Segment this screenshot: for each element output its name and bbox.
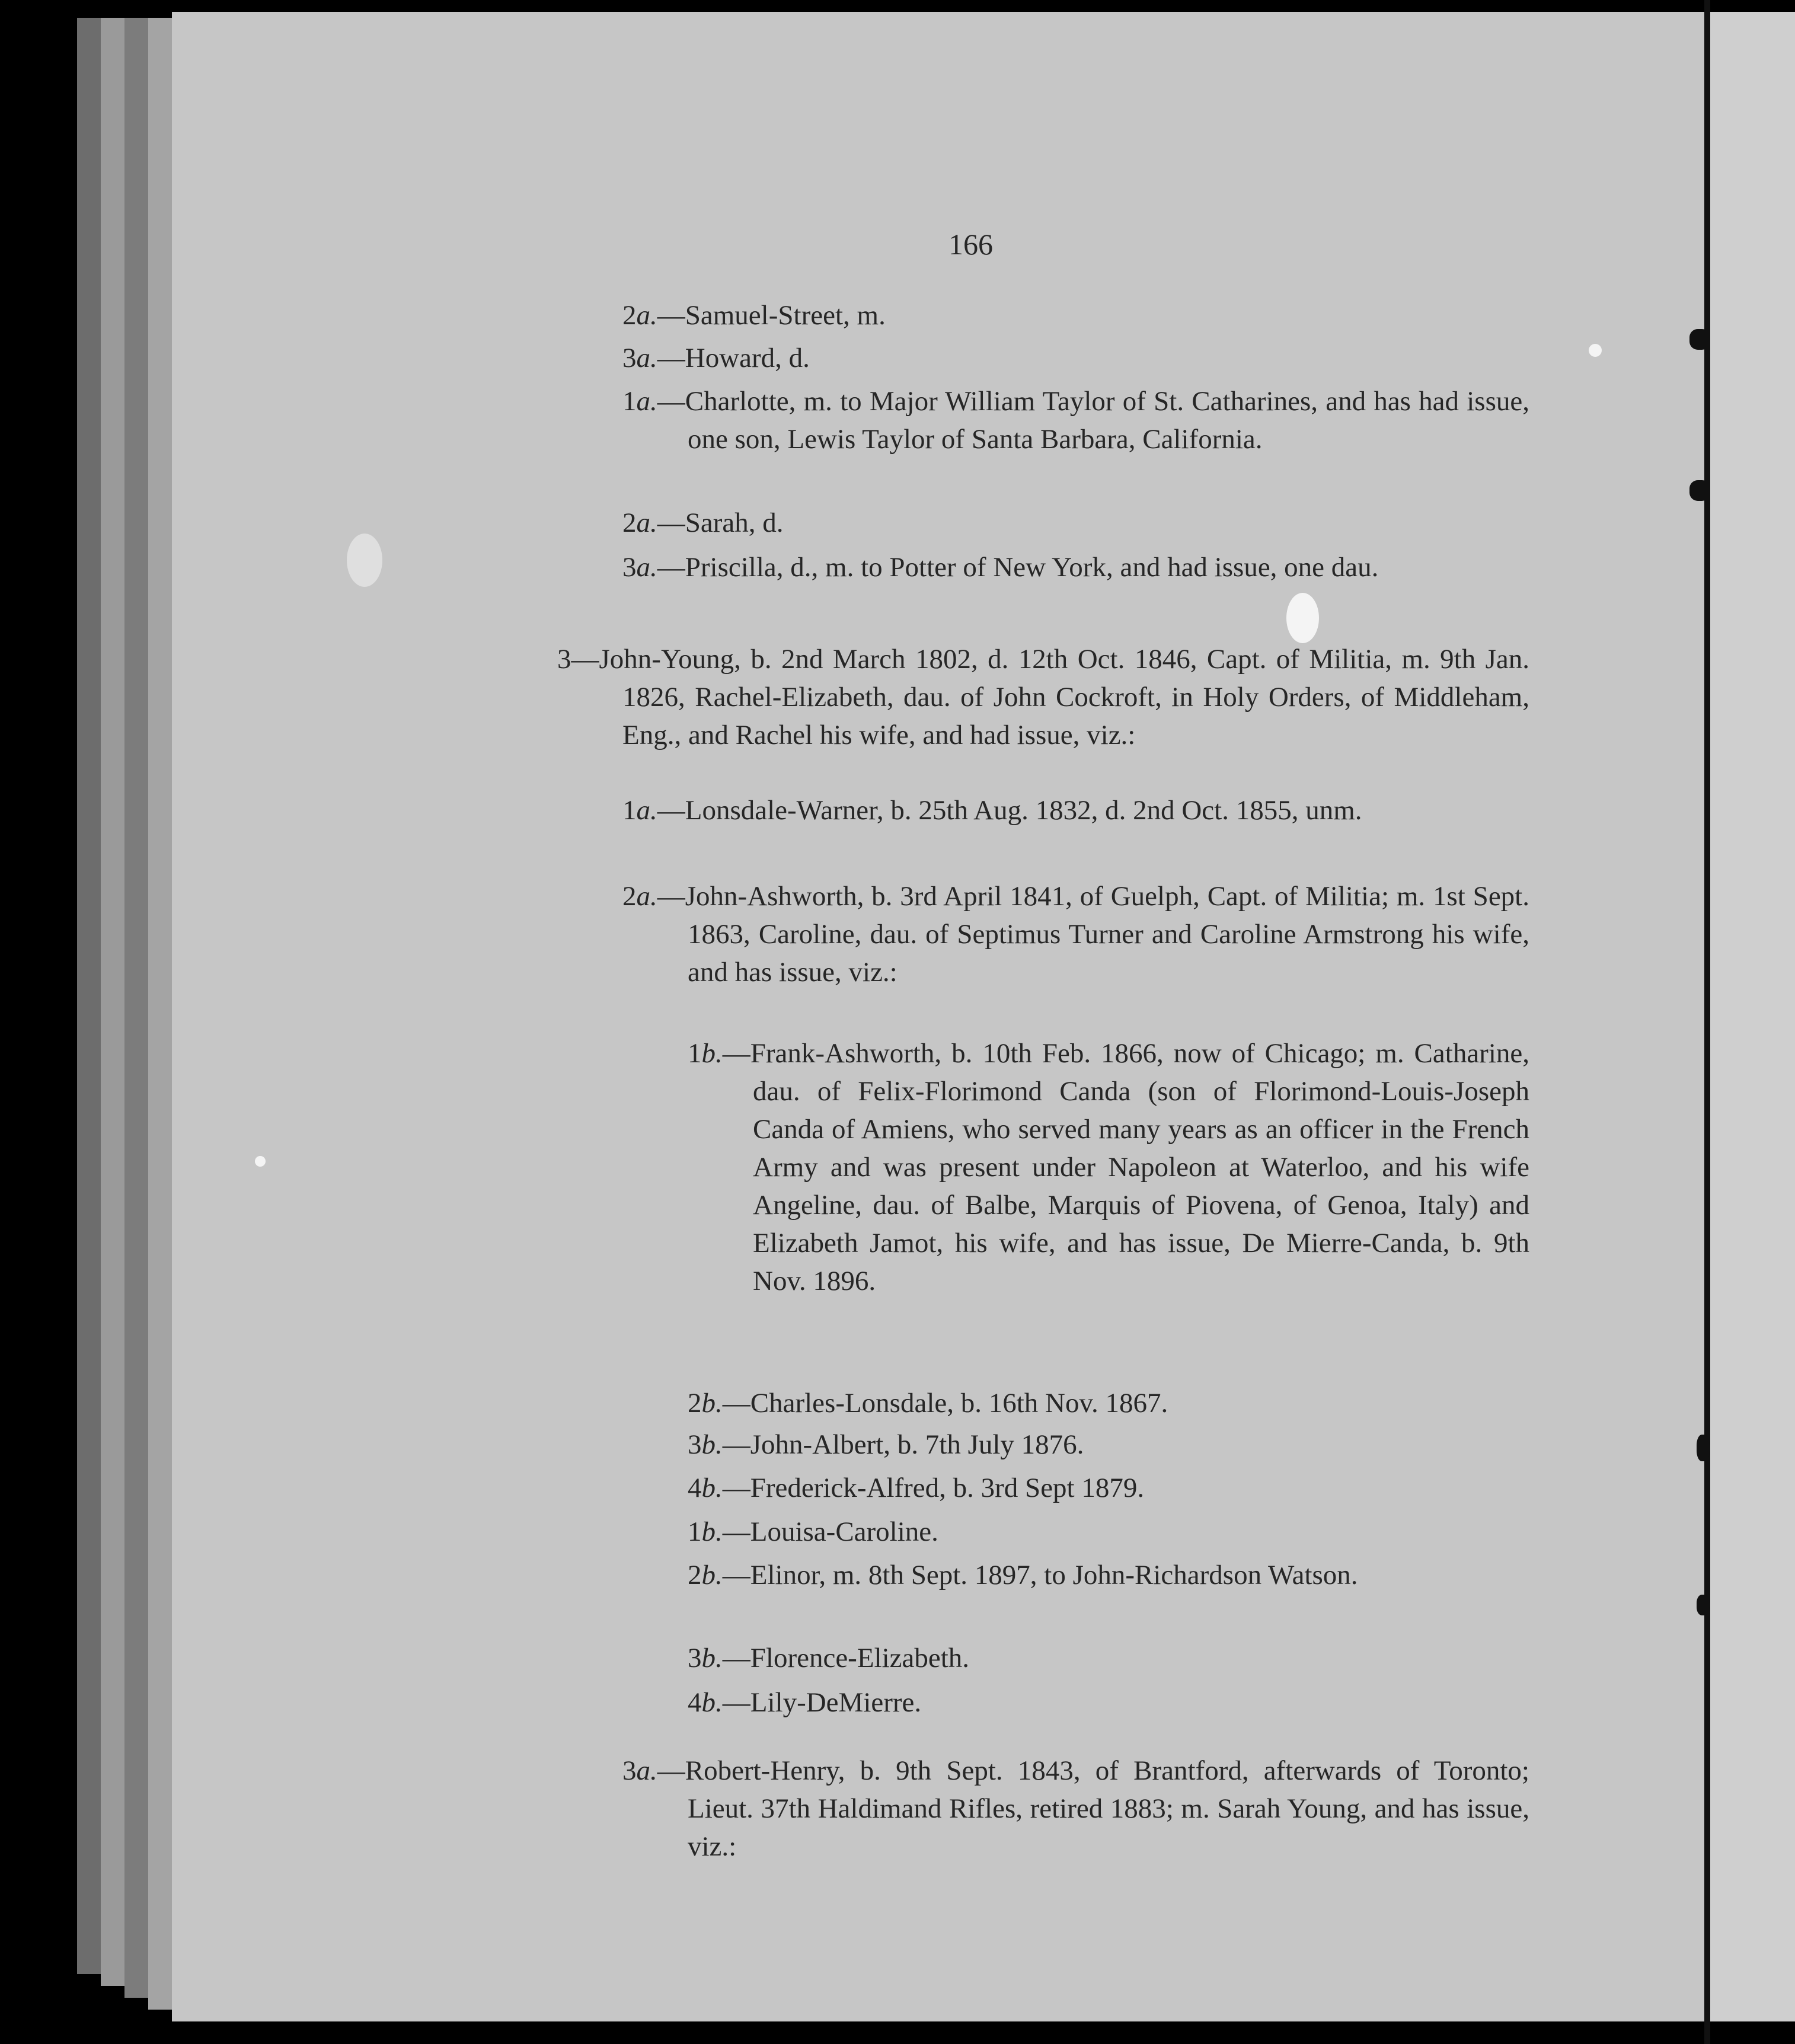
genealogy-entry: 3b.—Florence-Elizabeth. [688, 1643, 970, 1673]
entry-text: —Samuel-Street, m. [657, 300, 886, 331]
entry-text: —Sarah, d. [657, 507, 784, 538]
genealogy-entry: 1b.—Louisa-Caroline. [688, 1516, 938, 1547]
entry-text: —Louisa-Caroline. [722, 1516, 938, 1547]
genealogy-entry: 2a.—Samuel-Street, m. [622, 300, 886, 331]
genealogy-entry: 1a.—Lonsdale-Warner, b. 25th Aug. 1832, d. 2nd Oct. 1855, unm. [622, 795, 1362, 826]
entry-text: —Florence-Elizabeth. [722, 1643, 970, 1673]
entry-text: —Charlotte, m. to Major William Taylor of St. Catharines, and has had issue, one son, Lewis Taylor of Santa Barbara, California. [657, 386, 1529, 455]
genealogy-entry: 1b.—Frank-Ashworth, b. 10th Feb. 1866, now of Chicago; m. Catharine, dau. of Felix-Florimond Canda (son of Florimond-Louis-Joseph Canda of Amiens, who served many years as an officer in the French Army and was present under Napoleon at Waterloo, and his wife Angeline, dau. of Balbe, Marquis of Piovena, of Genoa, Italy) and Elizabeth Jamot, his wife, and has issue, De Mierre-Canda, b. 9th Nov. 1896. [688, 1038, 1529, 1296]
genealogy-entry: 2a.—Sarah, d. [622, 507, 784, 538]
genealogy-entry: 3a.—Priscilla, d., m. to Potter of New York, and had issue, one dau. [622, 552, 1379, 583]
genealogy-entry: 1a.—Charlotte, m. to Major William Taylor of St. Catharines, and has had issue, one son, Lewis Taylor of Santa Barbara, California. [622, 386, 1529, 455]
genealogy-entry: 3a.—Robert-Henry, b. 9th Sept. 1843, of Brantford, afterwards of Toronto; Lieut. 37th Haldimand Rifles, retired 1883; m. Sarah Young, and has issue, viz.: [622, 1755, 1529, 1862]
genealogy-entry: 4b.—Frederick-Alfred, b. 3rd Sept 1879. [688, 1473, 1145, 1503]
genealogy-entry: 4b.—Lily-DeMierre. [688, 1687, 922, 1718]
entry-text: —Lonsdale-Warner, b. 25th Aug. 1832, d. 2nd Oct. 1855, unm. [657, 795, 1362, 826]
entry-text: —Frank-Ashworth, b. 10th Feb. 1866, now of Chicago; m. Catharine, dau. of Felix-Florimond Canda (son of Florimond-Louis-Joseph Canda of Amiens, who served many years as an officer in the French Army and was present under Napoleon at Waterloo, and his wife Angeline, dau. of Balbe, Marquis of Piovena, of Genoa, Italy) and Elizabeth Jamot, his wife, and has issue, De Mierre-Canda, b. 9th Nov. 1896. [722, 1038, 1529, 1296]
genealogy-entry: 3—John-Young, b. 2nd March 1802, d. 12th Oct. 1846, Capt. of Militia, m. 9th Jan. 1826, Rachel-Elizabeth, dau. of John Cockroft, in Holy Orders, of Middleham, Eng., and Rachel his wife, and had issue, viz.: [557, 644, 1529, 750]
page-number: 166 [948, 228, 993, 261]
genealogy-entry: 3b.—John-Albert, b. 7th July 1876. [688, 1429, 1084, 1460]
entry-text: —Robert-Henry, b. 9th Sept. 1843, of Brantford, afterwards of Toronto; Lieut. 37th Haldimand Rifles, retired 1883; m. Sarah Young, and has issue, viz.: [657, 1755, 1529, 1862]
genealogy-entry: 2b.—Elinor, m. 8th Sept. 1897, to John-Richardson Watson. [688, 1560, 1358, 1591]
entry-text: —John-Young, b. 2nd March 1802, d. 12th Oct. 1846, Capt. of Militia, m. 9th Jan. 1826, Rachel-Elizabeth, dau. of John Cockroft, in Holy Orders, of Middleham, Eng., and Rachel his wife, and had issue, viz.: [571, 644, 1529, 750]
entry-text: —Elinor, m. 8th Sept. 1897, to John-Richardson Watson. [722, 1560, 1358, 1591]
entry-text: —John-Ashworth, b. 3rd April 1841, of Guelph, Capt. of Militia; m. 1st Sept. 1863, Caroline, dau. of Septimus Turner and Caroline Armstrong his wife, and has issue, viz.: [657, 881, 1529, 988]
genealogy-entry: 3a.—Howard, d. [622, 343, 810, 373]
entry-text: —Frederick-Alfred, b. 3rd Sept 1879. [722, 1473, 1145, 1503]
genealogy-entry: 2b.—Charles-Lonsdale, b. 16th Nov. 1867. [688, 1388, 1168, 1419]
entry-text: —Lily-DeMierre. [722, 1687, 922, 1718]
entry-text: —Charles-Lonsdale, b. 16th Nov. 1867. [722, 1388, 1168, 1419]
genealogy-entry: 2a.—John-Ashworth, b. 3rd April 1841, of Guelph, Capt. of Militia; m. 1st Sept. 1863, Caroline, dau. of Septimus Turner and Caroline Armstrong his wife, and has issue, viz.: [622, 881, 1529, 988]
entry-text: —Howard, d. [657, 343, 810, 373]
entry-text: —John-Albert, b. 7th July 1876. [722, 1429, 1084, 1460]
entry-text: —Priscilla, d., m. to Potter of New York, and had issue, one dau. [657, 552, 1379, 583]
